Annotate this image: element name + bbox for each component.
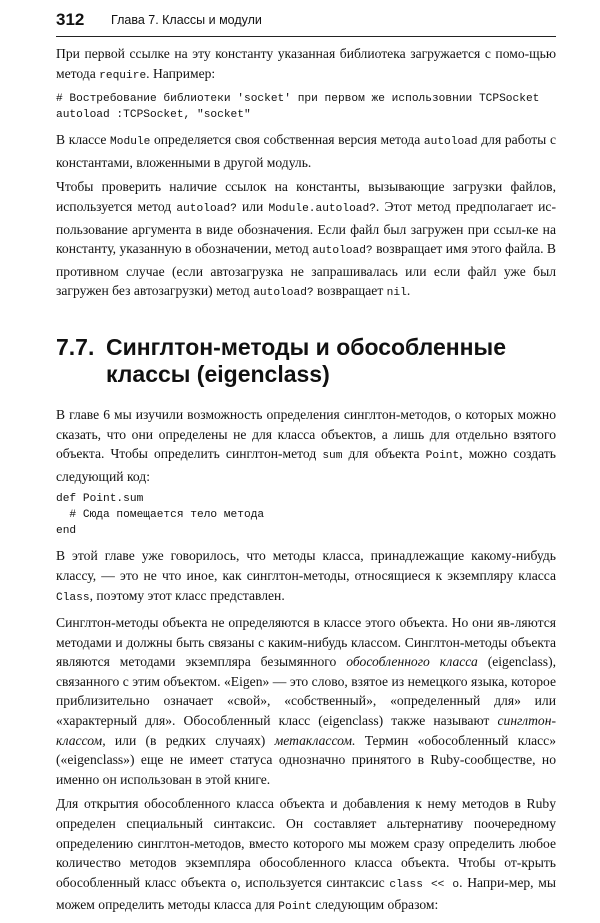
running-chapter-title: Глава 7. Классы и модули	[111, 13, 262, 27]
paragraph-eigenclass-syntax: Для открытия обособленного класса объекта и добавления к нему методов в Ruby определен специальный синтаксис. Он составляет альтернативу поочередному определению синглтон-методов, вместо которого мы можем сразу определить любое количество методов экземпляра обособленного класса объекта. Чтобы от-крыть обособленный класс объекта o, используется синтаксис class << o. Напри-мер, мы можем определить методы класса для Point следующим образом:	[56, 796, 557, 914]
paragraph-eigenclass-definition: Синглтон-методы объекта не определяются в классе этого объекта. Но они яв-ляются методами и должны быть связаны с каким-нибудь классом. Синглтон-методы объекта являются методами экземпляра безымянного обособленного класса (eigenclass), связанного с этим объектом. «Eigen» — это слово, взятое из немецкого языка, которое приблизительно означает «свой», «собственный», «определенный для» или «характерный для». Обособленный класс (eigenclass) также называют синглтон-классом, или (в редких случаях) метаклассом. Термин «обособленный класс» («eigenclass») еще не имеет статуса однозначно принятого в Ruby-сообществе, но именно он использован в этой книге.	[56, 615, 557, 787]
paragraph-class-methods: В этой главе уже говорилось, что методы класса, принадлежащие какому-нибудь классу, — это не что иное, как синглтон-методы, относящиеся к экземпляру класса Class, поэтому этот класс представлен.	[56, 548, 556, 604]
page-header	[56, 10, 556, 37]
section-title-line2: классы (eigenclass)	[106, 360, 330, 387]
paragraph-module-autoload: В классе Module определяется своя собственная версия метода autoload для работы с константами, вложенными в другой модуль.	[56, 132, 556, 170]
page-number: 312	[56, 10, 85, 29]
paragraph-autoload-check: Чтобы проверить наличие ссылок на константы, вызывающие загрузки файлов, используется метод autoload? или Module.autoload?. Этот метод предполагает ис-пользование аргумента в виде обозначения. Если файл был загружен при ссыл-ке на константу, указанную в обозначении, метод autoload? возвращает имя этого файла. В противном случае (если автозагрузка не запрашивалась или если файл уже был загружен без автозагрузки) метод autoload? возвращает nil.	[56, 179, 556, 300]
code-block-point-sum: def Point.sum # Сюда помещается тело метода end	[56, 493, 265, 538]
section-heading	[56, 334, 556, 388]
paragraph-singleton-intro: В главе 6 мы изучили возможность определения синглтон-методов, о которых можно сказать, что они определены не для класса объектов, а лишь для отдельно взятого объекта. Чтобы определить синглтон-метод sum для объекта Point, можно создать следующий код:	[56, 406, 556, 484]
section-title-line1: Синглтон-методы и обособленные	[106, 333, 506, 360]
page-body	[56, 44, 556, 923]
section-number: 7.7.	[56, 333, 95, 360]
paragraph-autoload-intro: При первой ссылке на эту константу указанная библиотека загружается с помо-щью метода require. Например:	[56, 46, 556, 82]
code-block-autoload: # Востребование библиотеки 'socket' при первом же использовнии TCPSocket autoload :TCPSocket, "socket"	[56, 93, 540, 122]
